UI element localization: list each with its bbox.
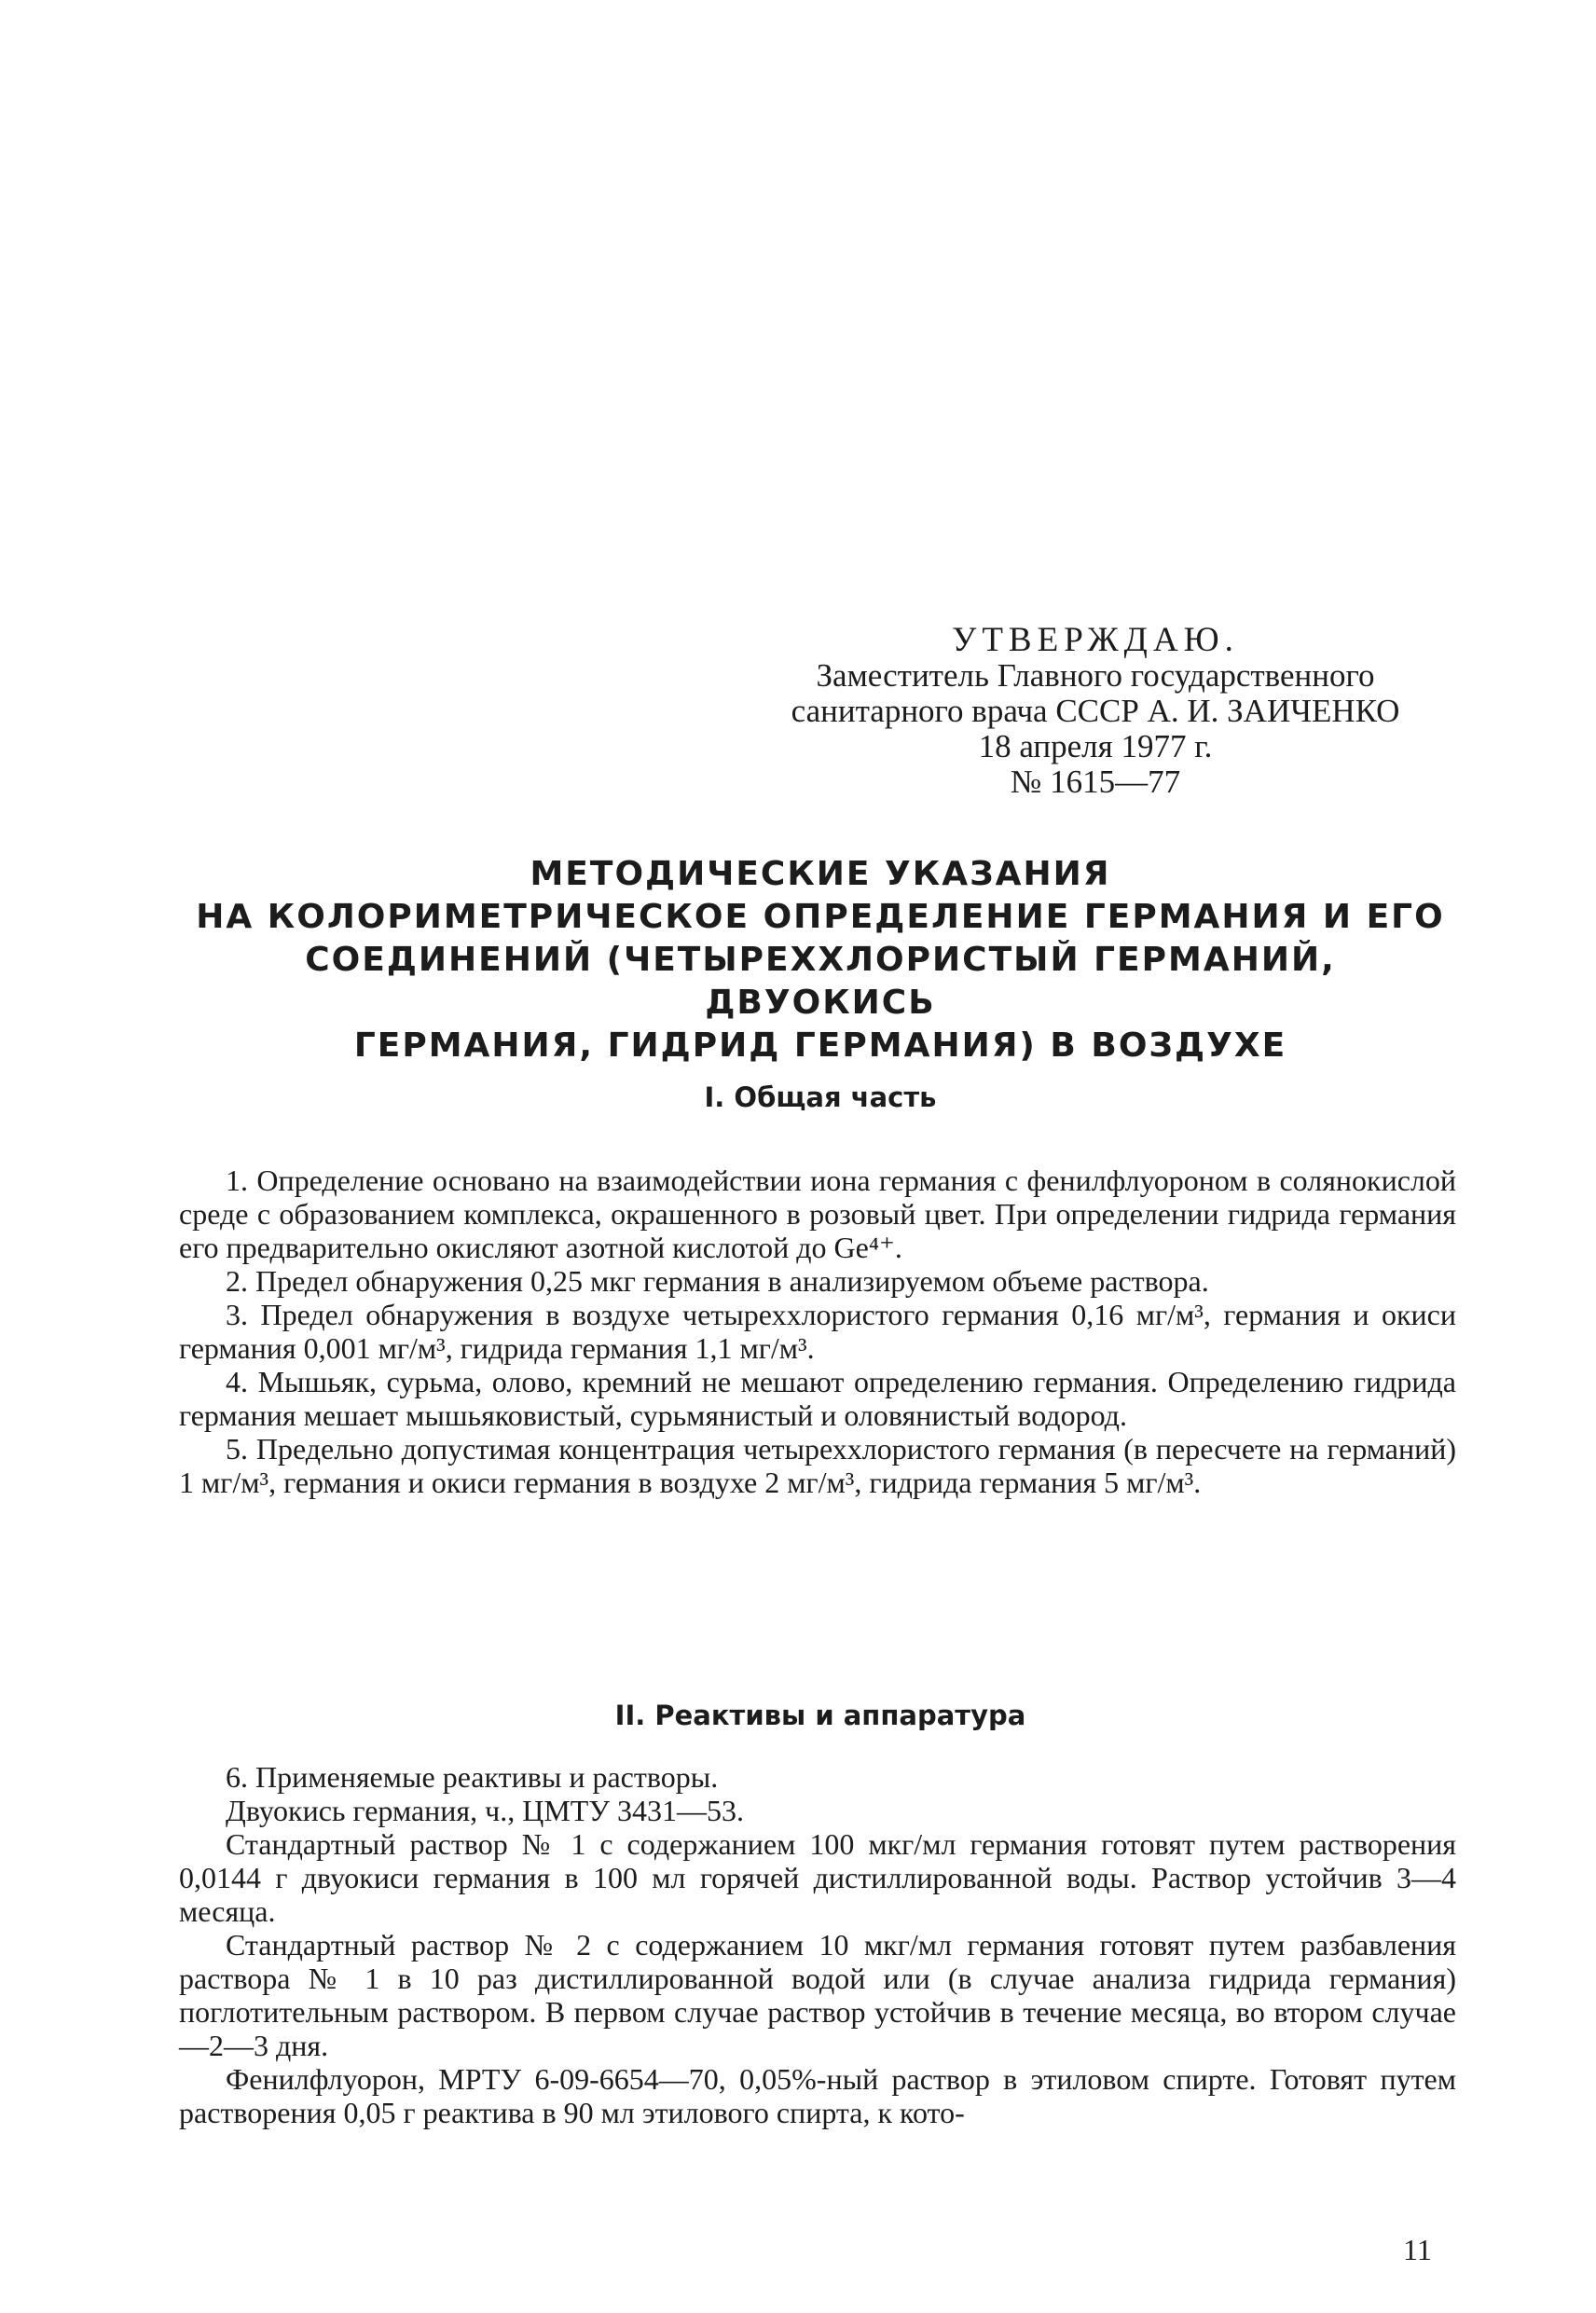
page-number: 11: [1403, 2233, 1432, 2266]
approval-official-name-line: санитарного врача СССР А. И. ЗАИЧЕНКО: [791, 693, 1400, 729]
paragraph: Стандартный раствор № 2 с содержанием 10 мкг/мл германия готовят путем разбавления раствора № 1 в 10 раз дистиллированной водой или (в случае анализа гидрида германия) поглотительным раствором. В первом случае раствор устойчив в течение месяца, во втором случае—2—3 дня.: [179, 1928, 1456, 2062]
section-general-body: [179, 1163, 1456, 1499]
approval-number: № 1615—77: [1010, 764, 1181, 800]
paragraph: Двуокись германия, ч., ЦМТУ 3431—53.: [226, 1794, 744, 1827]
approval-official-line: Заместитель Главного государственного: [816, 657, 1375, 694]
title-line-3: СОЕДИНЕНИЙ (ЧЕТЫРЕХХЛОРИСТЫЙ ГЕРМАНИЙ, ДВУОКИСЬ: [305, 941, 1336, 1022]
document-title: [186, 853, 1454, 1067]
paragraph: 1. Определение основано на взаимодействии иона германия с фенилфлуороном в солянокислой среде с образованием комплекса, окрашенного в розовый цвет. При определении гидрида германия его предварительно окисляют азотной кислотой до Ge⁴⁺.: [179, 1163, 1456, 1264]
section-heading-reagents: II. Реактивы и аппаратура: [614, 1700, 1026, 1731]
approval-title: УТВЕРЖДАЮ.: [952, 621, 1239, 659]
approval-date: 18 апреля 1977 г.: [978, 728, 1213, 764]
approval-block: [727, 623, 1464, 800]
paragraph: 6. Применяемые реактивы и растворы.: [226, 1760, 719, 1794]
paragraph: Фенилфлуорон, МРТУ 6-09-6654—70, 0,05%-ный раствор в этиловом спирте. Готовят путем растворения 0,05 г реактива в 90 мл этилового спирта, к кото-: [179, 2062, 1456, 2129]
paragraph: 5. Предельно допустимая концентрация четыреххлористого германия (в пересчете на германий) 1 мг/м³, германия и окиси германия в воздухе 2 мг/м³, гидрида германия 5 мг/м³.: [179, 1432, 1456, 1499]
paragraph: 3. Предел обнаружения в воздухе четыреххлористого германия 0,16 мг/м³, германия и окиси германия 0,001 мг/м³, гидрида германия 1,1 мг/м³.: [179, 1298, 1456, 1365]
paragraph: 2. Предел обнаружения 0,25 мкг германия в анализируемом объеме раствора.: [226, 1264, 1209, 1298]
title-line-1: МЕТОДИЧЕСКИЕ УКАЗАНИЯ: [530, 855, 1111, 893]
section-reagents-body: [179, 1760, 1456, 2129]
paragraph: 4. Мышьяк, сурьма, олово, кремний не мешают определению германия. Определению гидрида германия мешает мышьяковистый, сурьмянистый и оловянистый водород.: [179, 1365, 1456, 1432]
title-line-4: ГЕРМАНИЯ, ГИДРИД ГЕРМАНИЯ) В ВОЗДУХЕ: [353, 1026, 1287, 1065]
paragraph: Стандартный раствор № 1 с содержанием 100 мкг/мл германия готовят путем растворения 0,0144 г двуокиси германия в 100 мл горячей дистиллированной воды. Раствор устойчив 3—4 месяца.: [179, 1827, 1456, 1928]
section-heading-general: I. Общая часть: [704, 1081, 937, 1113]
title-line-2: НА КОЛОРИМЕТРИЧЕСКОЕ ОПРЕДЕЛЕНИЕ ГЕРМАНИЯ И ЕГО: [196, 898, 1445, 936]
